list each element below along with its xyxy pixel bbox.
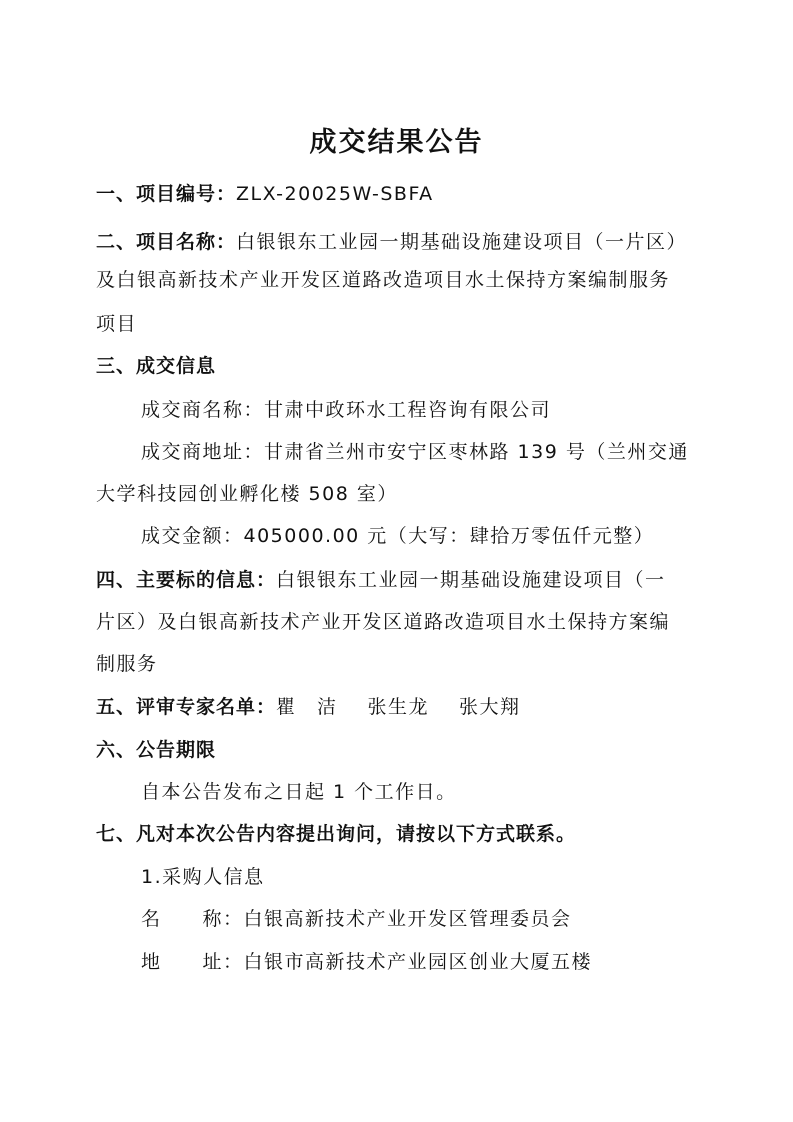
main-subject-line-2: 片区）及白银高新技术产业开发区道路改造项目水土保持方案编 — [96, 611, 671, 633]
project-name-label: 二、项目名称： — [96, 231, 237, 253]
notice-period-heading: 六、公告期限 — [96, 739, 217, 761]
project-number-label: 一、项目编号： — [96, 183, 237, 205]
project-name-line-1 — [96, 230, 687, 254]
project-name-text-1: 白银银东工业园一期基础设施建设项目（一片区） — [236, 231, 688, 253]
expert-name: 瞿 洁 — [276, 696, 338, 718]
purchaser-address: 地 址：白银市高新技术产业园区创业大厦五楼 — [141, 951, 593, 973]
deal-amount: 成交金额：405000.00 元（大写：肆拾万零伍仟元整） — [141, 525, 655, 547]
project-name-line-2: 及白银高新技术产业开发区道路改造项目水土保持方案编制服务 — [96, 269, 671, 291]
supplier-address-1: 成交商地址：甘肃省兰州市安宁区枣林路 139 号（兰州交通 — [141, 441, 689, 463]
notice-period-text: 自本公告发布之日起 1 个工作日。 — [141, 781, 457, 803]
expert-name: 张生龙 — [367, 696, 430, 718]
page-title: 成交结果公告 — [309, 127, 484, 158]
purchaser-name: 名 称：白银高新技术产业开发区管理委员会 — [141, 908, 572, 930]
supplier-name: 成交商名称：甘肃中政环水工程咨询有限公司 — [141, 399, 552, 421]
project-name-line-3: 项目 — [96, 313, 138, 335]
expert-list-label: 五、评审专家名单： — [96, 696, 277, 718]
main-subject-label: 四、主要标的信息： — [96, 569, 277, 591]
supplier-address-2: 大学科技园创业孵化楼 508 室） — [96, 483, 398, 505]
contact-heading: 七、凡对本次公告内容提出询问，请按以下方式联系。 — [96, 823, 577, 845]
purchaser-info-subheading: 1.采购人信息 — [141, 866, 265, 888]
expert-list-line — [96, 695, 521, 719]
project-number-value: ZLX-20025W-SBFA — [236, 183, 434, 205]
project-number-line — [96, 182, 434, 206]
main-subject-line-1 — [96, 568, 666, 592]
main-subject-text-1: 白银银东工业园一期基础设施建设项目（一 — [276, 569, 666, 591]
expert-name: 张大翔 — [459, 696, 521, 718]
main-subject-line-3: 制服务 — [96, 653, 158, 675]
deal-info-heading: 三、成交信息 — [96, 355, 217, 377]
